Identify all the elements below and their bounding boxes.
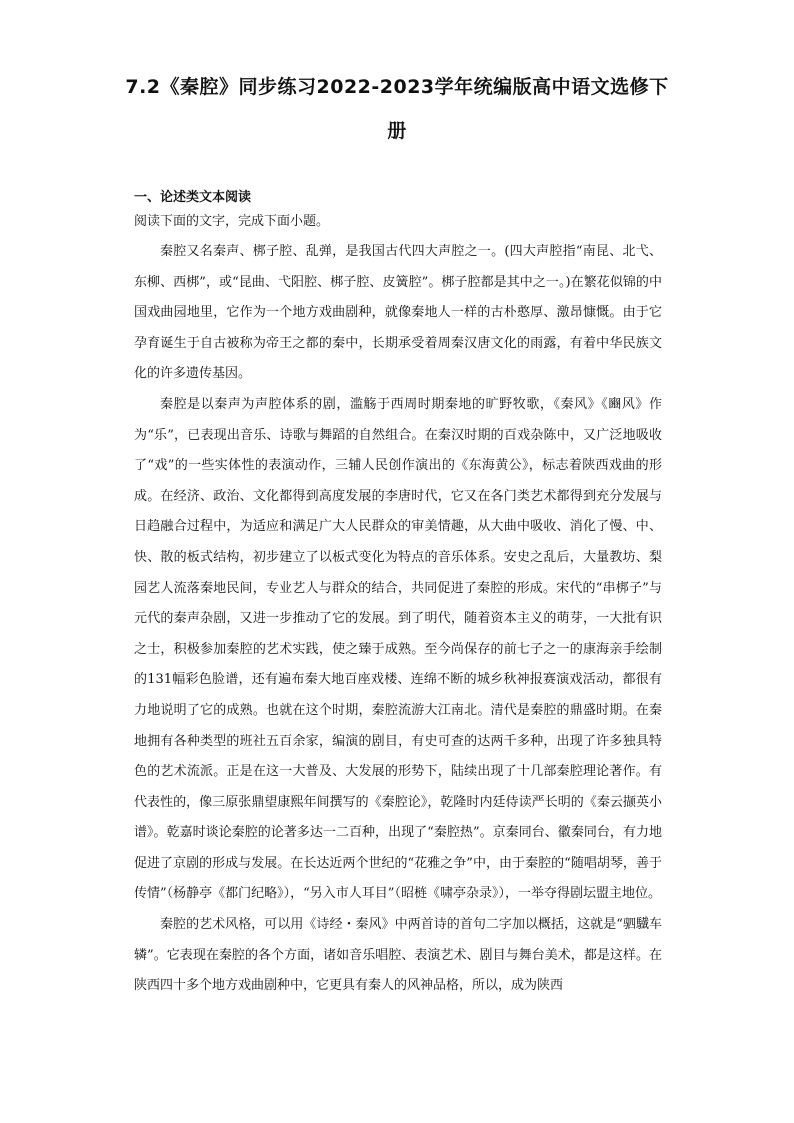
passage-paragraph-2: 秦腔是以秦声为声腔体系的剧，滥觞于西周时期秦地的旷野牧歌，《秦风》《豳风》作为“乐”，已表现出音乐、诗歌与舞蹈的自然组合。在秦汉时期的百戏杂陈中，又广泛地吸收了“戏”的一些实体性的表演动作，三辅人民创作演出的《东海黄公》，标志着陕西戏曲的形成。在经济、政治、文化都得到高度发展的李唐时代，它又在各门类艺术都得到充分发展与日趋融合过程中，为适应和满足广大人民群众的审美情趣，从大曲中吸收、消化了慢、中、快、散的板式结构，初步建立了以板式变化为特点的音乐体系。安史之乱后，大量教坊、梨园艺人流落秦地民间，专业艺人与群众的结合，共同促进了秦腔的形成。宋代的“串梆子”与元代的秦声杂剧，又进一步推动了它的发展。到了明代，随着资本主义的萌芽，一大批有识之士，积极参加秦腔的艺术实践，使之臻于成熟。至今尚保存的前七子之一的康海亲手绘制的131幅彩色脸谱，还有遍布秦大地百座戏楼、连绵不断的城乡秋神报赛演戏活动，都很有力地说明了它的成熟。也就在这个时期，秦腔流游大江南北。清代是秦腔的鼎盛时期。在秦地拥有各种类型的班社五百余家，编演的剧目，有史可查的达两千多种，出现了许多独具特色的艺术流派。正是在这一大普及、大发展的形势下，陆续出现了十几部秦腔理论著作。有代表性的，像三原张鼎望康熙年间撰写的《秦腔论》，乾隆时内廷侍读严长明的《秦云撷英小谱》。乾嘉时谈论秦腔的论著多达一二百种，出现了“秦腔热”。京秦同台、徽秦同台，有力地促进了京剧的形成与发展。在长达近两个世纪的“花雅之争”中，由于秦腔的“随唱胡琴，善于传情”（杨静亭《都门纪略》），“另入市人耳目”（昭梿《啸亭杂录》），一举夺得剧坛盟主地位。	[134, 396, 662, 902]
passage-paragraph-1: 秦腔又名秦声、梆子腔、乱弹，是我国古代四大声腔之一。(四大声腔指“南昆、北弋、东柳、西梆”，或“昆曲、弋阳腔、梆子腔、皮簧腔”。梆子腔都是其中之一。)在繁花似锦的中国戏曲园地里，它作为一个地方戏曲剧种，就像秦地人一样的古朴憨厚、激昂慷慨。由于它孕育诞生于自古被称为帝王之都的秦中，长期承受着周秦汉唐文化的雨露，有着中华民族文化的许多遗传基因。	[134, 244, 662, 382]
reading-passage	[134, 237, 662, 1002]
reading-instruction: 阅读下面的文字，完成下面小题。	[134, 214, 330, 229]
section-heading: 一、论述类文本阅读	[134, 190, 252, 205]
document-title-line1: 7.2《秦腔》同步练习2022-2023学年统编版高中语文选修下	[125, 76, 669, 98]
passage-paragraph-3: 秦腔的艺术风格，可以用《诗经・秦风》中两首诗的首句二字加以概括，这就是“驷驖车辚”。它表现在秦腔的各个方面，诸如音乐唱腔、表演艺术、剧目与舞台美术，都是这样。在陕西四十多个地方戏曲剧种中，它更具有秦人的风神品格，所以，成为陕西	[134, 917, 662, 994]
document-title-line2: 册	[387, 120, 407, 142]
